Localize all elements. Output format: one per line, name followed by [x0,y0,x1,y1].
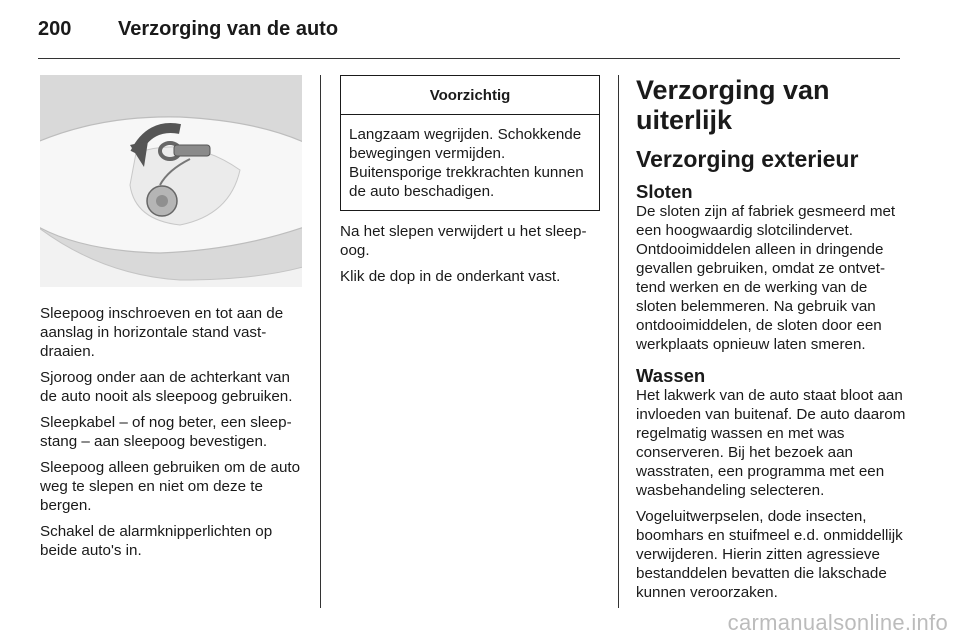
header-rule [38,58,900,59]
paragraph: Na het slepen verwijdert u het sleepoog. [340,223,587,259]
paragraph: Het lakwerk van de auto staat bloot aan invloeden van buitenaf. De auto daarom regelmatig wassen en met was conserveren. Bij het bezoek aan wasstraten, een programma met een wasbehandeling selecteren. [636,387,906,499]
tow-eye-illustration [40,75,302,287]
topic-heading-wassen: Wassen [636,365,706,386]
section-heading: Verzorging van uiterlijk [636,75,830,135]
page-header [38,18,908,48]
column-left [40,75,305,567]
paragraph: Sjoroog onder aan de achterkant van de auto nooit als sleepoog gebruiken. [40,369,293,405]
subsection-heading: Verzorging exterieur [636,146,859,172]
paragraph: Vogeluitwerpselen, dode insecten, boomhars en stuifmeel e.d. onmiddellijk verwijderen. Hierin zitten agressieve bestanddelen bevatten die lakschade kunnen veroorzaken. [636,508,903,601]
paragraph: Klik de dop in de onderkant vast. [340,268,561,285]
caution-text: Langzaam wegrijden. Schokkende bewegingen vermijden. Buitensporige trekkrachten kunnen de auto beschadigen. [349,126,584,200]
column-right [636,75,906,609]
column-divider-left [320,75,321,608]
paragraph: Schakel de alarmknipperlichten op beide auto's in. [40,523,273,559]
paragraph: Sleepoog alleen gebruiken om de auto weg te slepen en niet om deze te bergen. [40,459,301,514]
tow-eye-drawing [40,75,302,287]
topic-heading-sloten: Sloten [636,181,693,202]
page-number: 200 [38,18,72,40]
watermark: carmanualsonline.info [727,610,948,635]
paragraph: De sloten zijn af fabriek gesmeerd met een hoogwaardig slotcilindervet. Ontdooimiddelen alleen in dringende gevallen gebruiken, omdat ze ontvettend werken en de werking van de sloten belemmeren. Na gebruik van ontdooimiddelen, de sloten door een werkplaats opnieuw laten smeren. [636,203,896,353]
caution-box [340,75,600,211]
column-middle [340,75,602,293]
column-divider-right [618,75,619,608]
chapter-title: Verzorging van de auto [118,18,339,40]
caution-title: Voorzichtig [341,76,599,115]
paragraph: Sleepkabel – of nog beter, een sleepstang – aan sleepoog bevestigen. [40,414,292,450]
paragraph: Sleepoog inschroeven en tot aan de aanslag in horizontale stand vastdraaien. [40,305,284,360]
